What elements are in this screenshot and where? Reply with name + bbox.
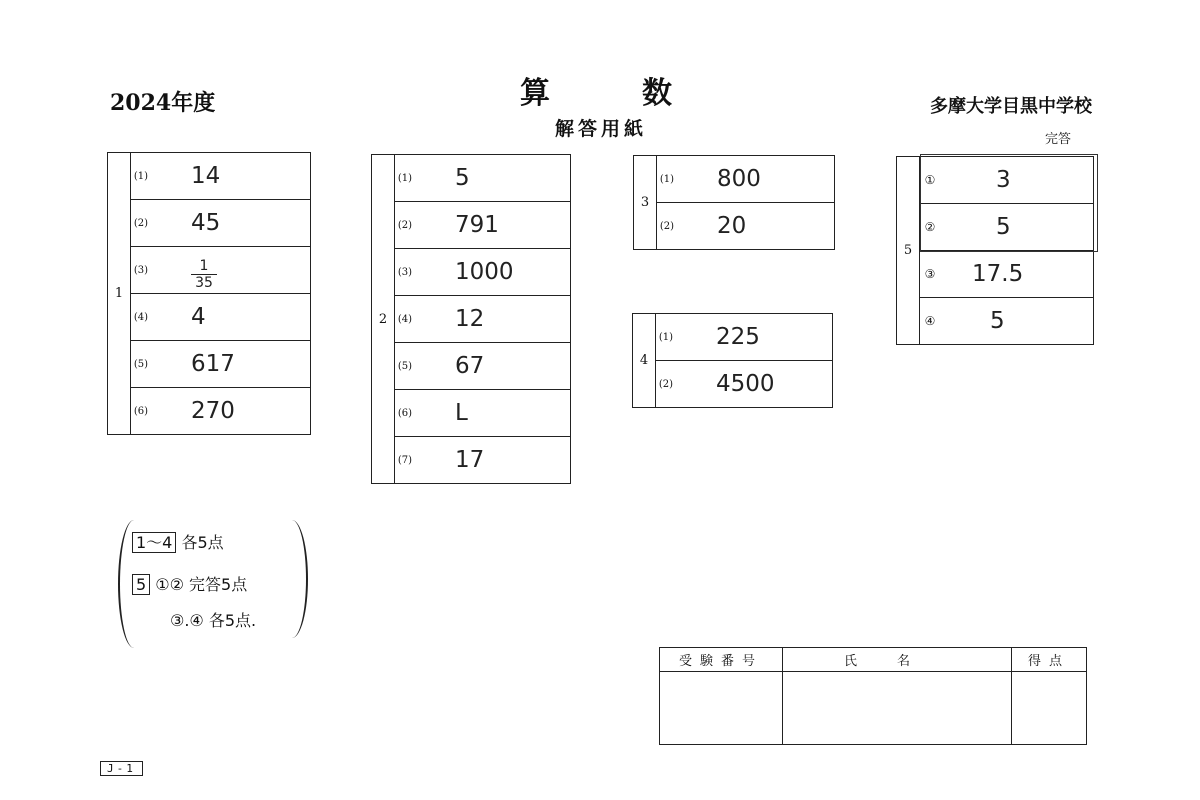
item-label: (5)	[131, 341, 152, 388]
item-label: (3)	[131, 247, 152, 294]
answer-cell: 5	[940, 298, 1094, 345]
sheet-title: 解答用紙	[555, 118, 648, 140]
name-field[interactable]	[783, 672, 1012, 745]
note-line-2	[132, 572, 247, 595]
answer-cell: 12	[415, 296, 571, 343]
note-box-1: 1～4	[132, 532, 176, 553]
item-label: (1)	[656, 314, 677, 361]
answer-cell: 4500	[676, 361, 833, 408]
score-field[interactable]	[1012, 672, 1087, 745]
complete-answer-box	[920, 154, 1098, 252]
exam-info-table	[659, 647, 1087, 745]
note-text-2: ①② 完答5点	[155, 575, 248, 594]
note-text-1: 各5点	[181, 533, 224, 552]
item-label: ③	[920, 251, 941, 298]
answer-cell: 5	[940, 204, 1094, 251]
section-number: 4	[633, 314, 656, 408]
section-1-table	[107, 152, 311, 435]
school-name: 多摩大学目黒中学校	[930, 96, 1092, 117]
fraction-numerator: 1	[199, 258, 209, 274]
page-id: J-1	[100, 761, 143, 776]
answer-cell: 5	[415, 155, 571, 202]
answer-cell: L	[415, 390, 571, 437]
fraction-denominator: 35	[195, 275, 213, 291]
section-4-table	[632, 313, 833, 408]
answer-cell: 617	[151, 341, 311, 388]
answer-cell: 67	[415, 343, 571, 390]
item-label: (6)	[131, 388, 152, 435]
item-label: (2)	[657, 203, 678, 250]
answer-cell: 17.5	[940, 251, 1094, 298]
scoring-notes	[118, 520, 308, 650]
item-label: ②	[920, 204, 941, 251]
item-label: (7)	[395, 437, 416, 484]
note-box-2: 5	[132, 574, 150, 595]
item-label: ④	[920, 298, 941, 345]
answer-cell: 17	[415, 437, 571, 484]
year-label: 2024年度	[110, 90, 216, 116]
item-label: ①	[920, 157, 941, 204]
name-header: 氏名	[783, 648, 1012, 672]
answer-cell: 1000	[415, 249, 571, 296]
item-label: (5)	[395, 343, 416, 390]
item-label: (1)	[657, 156, 678, 203]
answer-cell: 270	[151, 388, 311, 435]
item-label: (2)	[656, 361, 677, 408]
exam-number-header: 受験番号	[660, 648, 783, 672]
note-line-3: ③.④ 各5点.	[170, 611, 257, 630]
section-number: 2	[372, 155, 395, 484]
score-header: 得点	[1012, 648, 1087, 672]
section-3-table	[633, 155, 835, 250]
subject-char-2: 数	[642, 76, 672, 111]
fraction-answer	[191, 259, 217, 290]
subject-title	[520, 68, 672, 112]
answer-cell	[151, 247, 311, 294]
item-label: (4)	[131, 294, 152, 341]
answer-cell: 800	[677, 156, 835, 203]
note-line-1	[132, 530, 224, 553]
section-number: 3	[634, 156, 657, 250]
item-label: (6)	[395, 390, 416, 437]
answer-cell: 20	[677, 203, 835, 250]
item-label: (1)	[395, 155, 416, 202]
subject-char-1: 算	[520, 76, 550, 111]
item-label: (4)	[395, 296, 416, 343]
answer-cell: 3	[940, 157, 1094, 204]
section-number: 5	[897, 157, 920, 345]
answer-cell: 791	[415, 202, 571, 249]
answer-cell: 14	[151, 153, 311, 200]
section-number: 1	[108, 153, 131, 435]
section-2-table	[371, 154, 571, 484]
answer-cell: 45	[151, 200, 311, 247]
answer-cell: 4	[151, 294, 311, 341]
answer-cell: 225	[676, 314, 833, 361]
complete-answer-annotation: 完答	[1045, 132, 1072, 147]
item-label: (3)	[395, 249, 416, 296]
exam-number-field[interactable]	[660, 672, 783, 745]
item-label: (2)	[395, 202, 416, 249]
item-label: (2)	[131, 200, 152, 247]
right-parenthesis	[276, 520, 308, 638]
item-label: (1)	[131, 153, 152, 200]
